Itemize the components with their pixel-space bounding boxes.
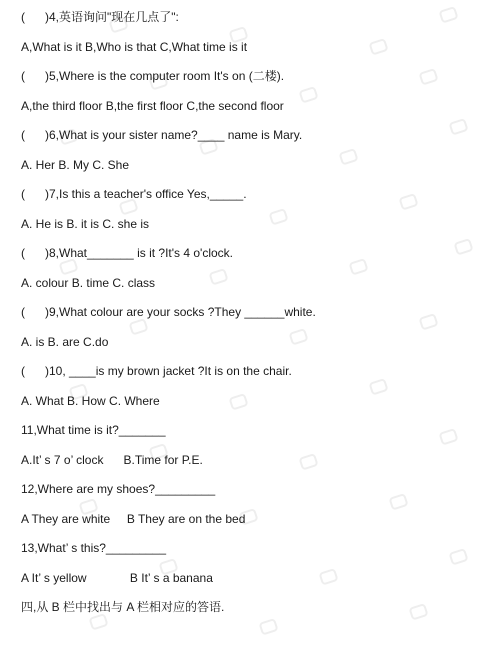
question-4: ( )4,英语询问"现在几点了": — [21, 10, 179, 24]
question-5: ( )5,Where is the computer room It's on (二楼). — [21, 69, 285, 83]
watermark-icon — [368, 38, 388, 56]
watermark-icon — [448, 548, 468, 566]
question-12: 12,Where are my shoes?_________ — [21, 482, 216, 496]
question-6-options: A. Her B. My C. She — [21, 158, 130, 172]
watermark-icon — [368, 378, 388, 396]
watermark-icon — [398, 193, 418, 211]
question-11-options: A.It’ s 7 o’ clock B.Time for P.E. — [21, 453, 203, 467]
question-10-options: A. What B. How C. Where — [21, 394, 160, 408]
watermark-icon — [228, 393, 248, 411]
watermark-logo — [448, 117, 470, 135]
question-13: 13,What’ s this?_________ — [21, 541, 166, 555]
question-12-options: A They are white B They are on the bed — [21, 512, 246, 526]
watermark-icon — [418, 68, 438, 86]
question-8-options: A. colour B. time C. class — [21, 276, 156, 290]
watermark-logo — [288, 327, 310, 345]
watermark-logo — [408, 602, 430, 620]
watermark-icon — [438, 428, 458, 446]
watermark-icon — [88, 613, 108, 631]
watermark-icon — [318, 568, 338, 586]
watermark-icon — [418, 313, 438, 331]
watermark-logo — [368, 37, 390, 55]
watermark-logo — [448, 547, 470, 565]
watermark-icon — [128, 318, 148, 336]
watermark-logo — [388, 492, 410, 510]
watermark-icon — [288, 328, 308, 346]
question-7: ( )7,Is this a teacher's office Yes,_____. — [21, 187, 247, 201]
watermark-logo — [228, 392, 250, 410]
question-9-options: A. is B. are C.do — [21, 335, 109, 349]
watermark-icon — [338, 148, 358, 166]
watermark-icon — [298, 453, 318, 471]
watermark-icon — [453, 238, 473, 256]
watermark-logo — [418, 67, 440, 85]
watermark-logo — [438, 5, 460, 23]
watermark-logo — [438, 427, 460, 445]
question-9: ( )9,What colour are your socks ?They ______white. — [21, 305, 316, 319]
watermark-logo — [418, 312, 440, 330]
watermark-logo — [453, 237, 475, 255]
watermark-logo — [298, 85, 320, 103]
question-11: 11,What time is it?_______ — [21, 423, 166, 437]
watermark-icon — [258, 618, 278, 636]
question-13-options: A It’ s yellow B It’ s a banana — [21, 571, 213, 585]
question-8: ( )8,What_______ is it ?It's 4 o'clock. — [21, 246, 234, 260]
watermark-logo — [398, 192, 420, 210]
watermark-icon — [208, 268, 228, 286]
watermark-icon — [448, 118, 468, 136]
question-7-options: A. He is B. it is C. she is — [21, 217, 150, 231]
watermark-logo — [298, 452, 320, 470]
watermark-icon — [268, 208, 288, 226]
watermark-icon — [298, 86, 318, 104]
watermark-logo — [128, 317, 150, 335]
question-10: ( )10, ____is my brown jacket ?It is on the chair. — [21, 364, 292, 378]
watermark-logo — [258, 617, 280, 635]
watermark-logo — [318, 567, 340, 585]
watermark-logo — [88, 612, 110, 630]
watermark-logo — [268, 207, 290, 225]
watermark-logo — [348, 257, 370, 275]
watermark-icon — [348, 258, 368, 276]
question-5-options: A,the third floor B,the first floor C,the second floor — [21, 99, 284, 113]
watermark-logo — [368, 377, 390, 395]
watermark-icon — [438, 6, 458, 24]
watermark-logo — [208, 267, 230, 285]
watermark-logo — [338, 147, 360, 165]
watermark-icon — [388, 493, 408, 511]
question-4-options: A,What is it B,Who is that C,What time is it — [21, 40, 248, 54]
question-6: ( )6,What is your sister name?____ name is Mary. — [21, 128, 303, 142]
section-4-heading: 四,从 B 栏中找出与 A 栏相对应的答语. — [21, 600, 225, 614]
watermark-icon — [408, 603, 428, 621]
